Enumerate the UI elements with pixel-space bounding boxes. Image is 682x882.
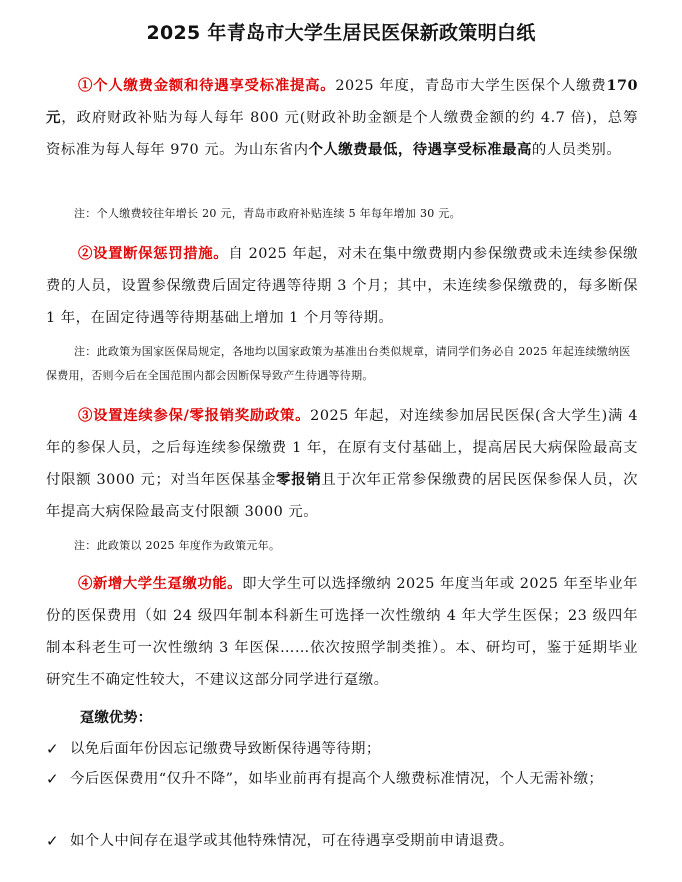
check-icon: ✓ — [46, 770, 59, 788]
advantage-text: 如个人中间存在退学或其他特殊情况，可在待遇享受期前申请退费。 — [70, 833, 514, 849]
policy-item-4 — [46, 568, 638, 696]
advantage-text: 以免后面年份因忘记缴费导致断保待遇等待期； — [70, 741, 381, 757]
policy-item-2 — [46, 238, 638, 334]
policy-1-fee: 170 元 — [46, 77, 638, 126]
policy-1-text-a: 2025 年度，青岛市大学生医保个人缴费 — [335, 78, 607, 94]
policy-item-3 — [46, 400, 638, 528]
check-icon: ✓ — [46, 832, 59, 850]
policy-1-heading: ①个人缴费金额和待遇享受标准提高。 — [78, 77, 336, 94]
policy-4-heading: ④新增大学生趸缴功能。 — [78, 575, 243, 592]
policy-1-highlight: 个人缴费最低，待遇享受标准最高 — [308, 141, 532, 158]
page-title: 2025 年青岛市大学生居民医保新政策明白纸 — [146, 22, 536, 44]
advantage-item — [46, 734, 638, 764]
policy-1-text-b: ，政府财政补贴为每人每年 800 元(财政补助金额是个人缴费金额的约 4.7 倍)，总筹资标准为每人每年 970 元。为山东省内 — [46, 110, 638, 158]
policy-4-text: 即大学生可以选择缴纳 2025 年度当年或 2025 年至毕业年份的医保费用（如 24 级四年制本科新生可选择一次性缴纳 4 年大学生医保；23 级四年制本科老生可一次性缴纳 3 年医保……依次按照学制类推）。本、研均可，鉴于延期毕业研究生不确定性较大，不建议这部分同学进行趸缴。 — [46, 576, 638, 688]
advantage-item — [46, 826, 638, 856]
note-1: 注：个人缴费较往年增长 20 元，青岛市政府补贴连续 5 年每年增加 30 元。 — [74, 207, 461, 220]
policy-1-text-c: 的人员类别。 — [531, 142, 622, 158]
policy-3-text-b: 且于次年正常参保缴费的居民医保参保人员，次年提高大病保险最高支付限额 3000 元。 — [46, 472, 638, 520]
policy-3-zero-claim: 零报销 — [276, 471, 322, 488]
advantages-heading: 趸缴优势： — [80, 709, 152, 726]
policy-3-text-a: 2025 年起，对连续参加居民医保(含大学生)满 4 年的参保人员，之后每连续参保缴费 1 年，在原有支付基础上，提高居民大病保险最高支付限额 3000 元；对当年医保基金 — [46, 408, 638, 488]
advantage-text: 今后医保费用“仅升不降”，如毕业前再有提高个人缴费标准情况，个人无需补缴； — [70, 771, 604, 787]
policy-2-text: 自 2025 年起，对未在集中缴费期内参保缴费或未连续参保缴费的人员，设置参保缴费后固定待遇等待期 3 个月；其中，未连续参保缴费的，每多断保 1 年，在固定待遇等待期基础上增加 1 个月等待期。 — [46, 246, 638, 326]
note-2: 注：此政策为国家医保局规定，各地均以国家政策为基准出台类似规章，请同学们务必自 2025 年起连续缴纳医保费用，否则今后在全国范围内都会因断保导致产生待遇等待期。 — [46, 345, 631, 382]
policy-item-1 — [46, 70, 638, 166]
check-icon: ✓ — [46, 740, 59, 758]
note-3: 注：此政策以 2025 年度作为政策元年。 — [74, 539, 281, 552]
policy-3-heading: ③设置连续参保/零报销奖励政策。 — [78, 407, 311, 424]
advantage-item — [46, 764, 638, 794]
policy-2-heading: ②设置断保惩罚措施。 — [78, 245, 229, 262]
